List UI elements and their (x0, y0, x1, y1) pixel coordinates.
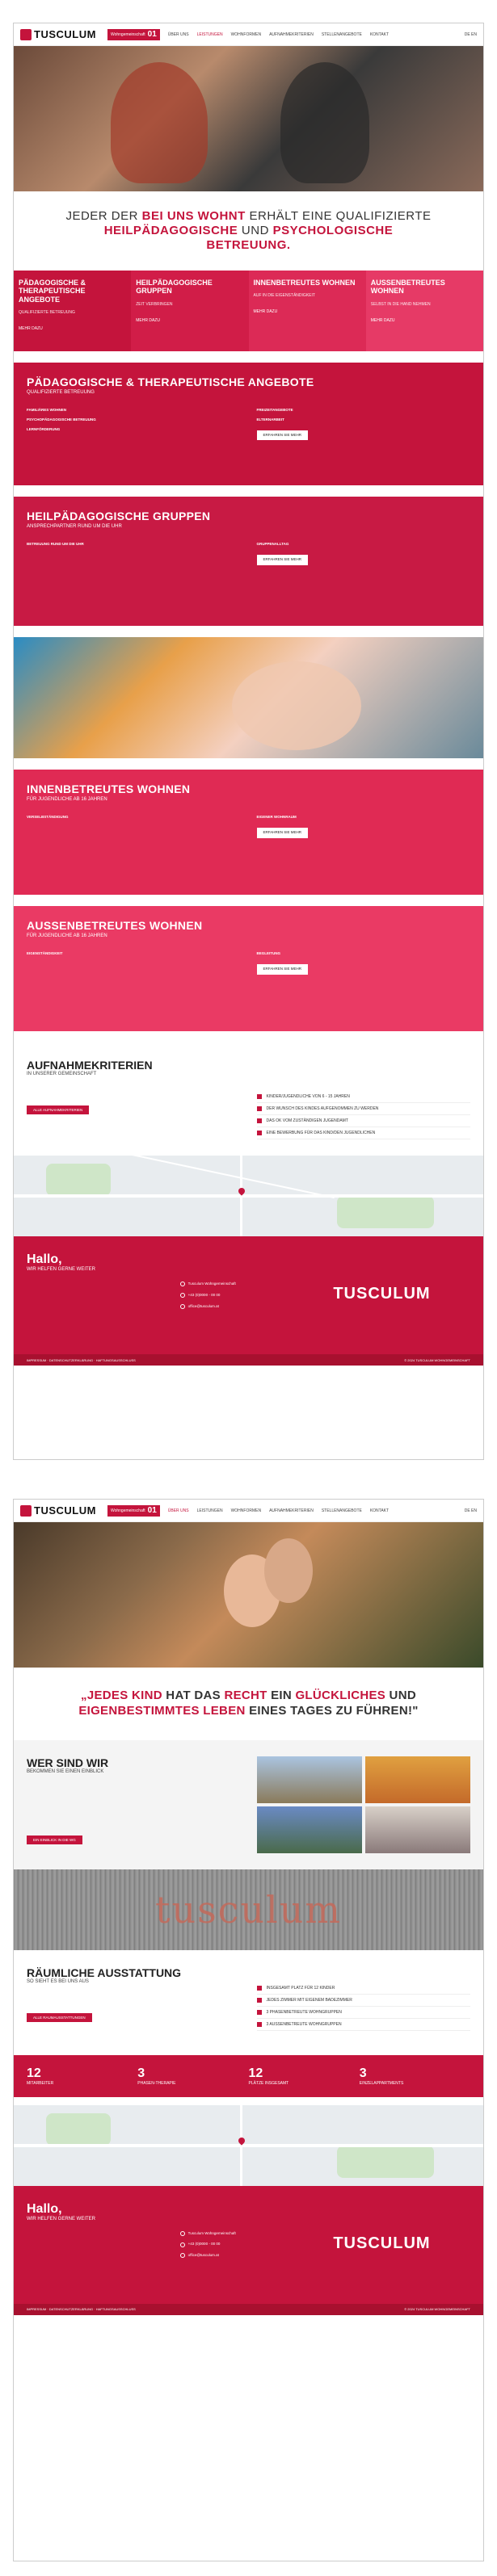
location-map[interactable] (14, 1156, 483, 1236)
nav-link-about[interactable]: ÜBER UNS (167, 31, 189, 37)
phone-link[interactable]: +43 (0)0000 - 00 00 (187, 2242, 221, 2247)
location-icon (180, 1282, 185, 1286)
nav-link-criteria[interactable]: AUFNAHMEKRITERIEN (269, 31, 314, 37)
bullet-icon (257, 1094, 262, 1099)
copyright: © 2024 TUSCULUM WOHNGEMEINSCHAFT (404, 1357, 470, 1362)
stats-bar (14, 2055, 483, 2097)
hero-person (111, 62, 208, 183)
learn-more-button[interactable]: ERFAHREN SIE MEHR (257, 555, 309, 565)
learn-more-button[interactable]: ERFAHREN SIE MEHR (257, 828, 309, 838)
wood-sign: tusculum (14, 1869, 483, 1950)
list-item: DAS OK VOM ZUSTÄNDIGEN JUGENDAMT (257, 1115, 471, 1127)
learn-more-button[interactable]: ERFAHREN SIE MEHR (257, 964, 309, 975)
tile-therapy[interactable]: PÄDAGOGISCHE & THERAPEUTISCHE ANGEBOTE QUALIFIZIERTE BETREUUNG MEHR DAZU (14, 271, 131, 351)
phone-link[interactable]: +43 (0)0000 - 00 00 (187, 1292, 221, 1297)
email-link[interactable]: office@tusculum.at (187, 1303, 219, 1308)
email-icon (180, 2253, 185, 2258)
legal-links[interactable]: IMPRESSUM · DATENSCHUTZERKLÄRUNG · HAFTUNGSAUSSCHLUSS (27, 2307, 136, 2311)
footer-logo: TUSCULUM (333, 1285, 431, 1303)
bullet-icon (257, 2022, 262, 2027)
bullet-icon (257, 1118, 262, 1123)
learn-more-button[interactable]: ERFAHREN SIE MEHR (257, 430, 309, 441)
nav-links (168, 32, 389, 37)
list-item: JEDES ZIMMER MIT EIGENEM BADEZIMMER (257, 1995, 471, 2007)
admission-criteria: AUFNAHMEKRITERIEN IN UNSERER GEMEINSCHAFT ALLE AUFNAHMEKRITERIEN KINDER/JUGENDLICHE VON 6 - 15 JAHREN DER WUNSCH DES KINDES AUFGENOMMEN ZU WERDEN DAS OK VOM ZUSTÄNDIGEN JUGENDAMT EINE BEWERBUNG FÜR DAS KIND/DEN JUGENDLICHEN (14, 1043, 483, 1156)
service-tiles (14, 271, 483, 351)
bullet-icon (257, 2010, 262, 2015)
nav-link-living[interactable]: WOHNFORMEN (230, 31, 262, 37)
language-switch[interactable]: DE EN (464, 1508, 477, 1513)
list-item: EINE BEWERBUNG FÜR DAS KIND/DEN JUGENDLICHEN (257, 1127, 471, 1139)
more-link[interactable]: MEHR DAZU (19, 326, 43, 332)
logo[interactable] (20, 28, 96, 40)
list-item: 3 AUSSENBETREUTE WOHNGRUPPEN (257, 2019, 471, 2031)
logo-icon (20, 1505, 32, 1517)
top-nav (14, 1500, 483, 1522)
section-inner-living: INNENBETREUTES WOHNEN FÜR JUGENDLICHE AB 16 JAHREN VERSELBSTÄNDIGUNG EIGENER WOHNRAUM ERFAHREN SIE MEHR (14, 770, 483, 895)
badge-label: Wohngemeinschaft (110, 1508, 145, 1513)
room-photo (365, 1756, 470, 1803)
list-item: DER WUNSCH DES KINDES AUFGENOMMEN ZU WERDEN (257, 1103, 471, 1115)
email-icon (180, 1304, 185, 1309)
nav-link-services[interactable]: LEISTUNGEN (196, 31, 223, 37)
nav-link-about[interactable]: ÜBER UNS (167, 1508, 189, 1513)
who-we-are: WER SIND WIR BEKOMMEN SIE EINEN EINBLICK EIN EINBLICK IN DIE WG (14, 1740, 483, 1869)
stat-item: 3 PHASEN-THERAPIE (137, 2066, 176, 2086)
nav-link-living[interactable]: WOHNFORMEN (230, 1508, 262, 1513)
quote-heading: „JEDES KIND HAT DAS RECHT EIN GLÜCKLICHES UND EIGENBESTIMMTES LEBEN EINES TAGES ZU FÜHREN!" (78, 1689, 419, 1718)
nav-links (168, 1508, 389, 1513)
email-link[interactable]: office@tusculum.at (187, 2253, 219, 2257)
footer: Hallo, WIR HELFEN GERNE WEITER Tusculum Wohngemeinschaft +43 (0)0000 - 00 00 office@tusculum.at TUSCULUM IMPRESSUM · DATENSCHUTZERKLÄRUNG · HAFTUNGSAUSSCHLUSS © 2024 TUSCULUM WOHNGEMEINSCHAFT (14, 1236, 483, 1366)
house-photo (257, 1756, 362, 1803)
tile-groups[interactable]: HEILPÄDAGOGISCHE GRUPPEN ZEIT VERBRINGEN MEHR DAZU (131, 271, 248, 351)
nav-link-criteria[interactable]: AUFNAHMEKRITERIEN (269, 1508, 314, 1513)
location-map[interactable] (14, 2105, 483, 2186)
footer-logo: TUSCULUM (333, 2234, 431, 2252)
nav-link-services[interactable]: LEISTUNGEN (196, 1508, 223, 1513)
stat-item: 3 EINZELAPPARTMENTS (359, 2066, 404, 2086)
legal-links[interactable]: IMPRESSUM · DATENSCHUTZERKLÄRUNG · HAFTUNGSAUSSCHLUSS (27, 1357, 136, 1362)
group-photo (257, 1806, 362, 1853)
nav-link-jobs[interactable]: STELLENANGEBOTE (321, 31, 362, 37)
nav-link-contact[interactable]: KONTAKT (369, 31, 390, 37)
footer: Hallo, WIR HELFEN GERNE WEITER Tusculum Wohngemeinschaft +43 (0)0000 - 00 00 office@tusculum.at TUSCULUM IMPRESSUM · DATENSCHUTZERKLÄRUNG · HAFTUNGSAUSSCHLUSS © 2024 TUSCULUM WOHNGEMEINSCHAFT (14, 2186, 483, 2315)
hero-image (14, 46, 483, 191)
staff-photo (365, 1806, 470, 1853)
top-nav (14, 23, 483, 46)
list-item: 3 PHASENBETREUTE WOHNGRUPPEN (257, 2007, 471, 2019)
intro-heading: JEDER DER BEI UNS WOHNT ERHÄLT EINE QUALIFIZIERTE HEILPÄDAGOGISCHE UND PSYCHOLOGISCHE BETREUUNG. (65, 209, 432, 252)
nav-badge[interactable] (107, 29, 160, 40)
bullet-icon (257, 1986, 262, 1991)
nav-link-contact[interactable]: KONTAKT (369, 1508, 390, 1513)
page-two (13, 1499, 484, 2561)
nav-badge[interactable] (107, 1505, 160, 1517)
phone-icon (180, 2242, 185, 2247)
list-item: KINDER/JUGENDLICHE VON 6 - 15 JAHREN (257, 1091, 471, 1103)
badge-number: 01 (147, 30, 157, 39)
language-switch[interactable]: DE EN (464, 31, 477, 37)
badge-label: Wohngemeinschaft (110, 31, 145, 37)
criteria-button[interactable]: ALLE AUFNAHMEKRITERIEN (27, 1105, 89, 1114)
tile-outer-living[interactable]: AUSSENBETREUTES WOHNEN SELBST IN DIE HAND NEHMEN MEHR DAZU (366, 271, 483, 351)
more-link[interactable]: MEHR DAZU (253, 309, 278, 315)
location-icon (180, 2231, 185, 2236)
section-outer-living: AUSSENBETREUTES WOHNEN FÜR JUGENDLICHE AB 16 JAHREN EIGENSTÄNDIGKEIT BEGLEITUNG ERFAHREN SIE MEHR (14, 906, 483, 1031)
section-therapy: PÄDAGOGISCHE & THERAPEUTISCHE ANGEBOTE QUALIFIZIERTE BETREUUNG FAMILIÄRES WOHNEN PSYCHOPÄDAGOGISCHE BETREUUNG LERNFÖRDERUNG FREIZEITANGEBOTE ELTERNARBEIT ERFAHREN SIE MEHR (14, 363, 483, 485)
bullet-icon (257, 1131, 262, 1135)
page-one (13, 23, 484, 1460)
logo-text: TUSCULUM (34, 1504, 96, 1517)
room-equipment: RÄUMLICHE AUSSTATTUNG SO SIEHT ES BEI UNS AUS ALLE RAUMAUSSTATTUNGEN INSGESAMT PLATZ FÜR 12 KINDER JEDES ZIMMER MIT EIGENEM BADEZIMMER 3 PHASENBETREUTE WOHNGRUPPEN 3 AUSSENBETREUTE WOHNGRUPPEN (14, 1950, 483, 2047)
children-photo (14, 637, 483, 758)
logo-text: TUSCULUM (34, 28, 96, 40)
stat-item: 12 PLÄTZE INSGESAMT (248, 2066, 289, 2086)
hero-person (280, 62, 369, 183)
section-groups: HEILPÄDAGOGISCHE GRUPPEN ANSPRECHPARTNER RUND UM DIE UHR BETREUUNG RUND UM DIE UHR GRUPPENALLTAG ERFAHREN SIE MEHR (14, 497, 483, 626)
more-link[interactable]: MEHR DAZU (370, 317, 395, 323)
hero-image-children (14, 1522, 483, 1668)
stat-item: 12 MITARBEITER (27, 2066, 54, 2086)
logo[interactable] (20, 1504, 96, 1517)
bullet-icon (257, 1998, 262, 2003)
tile-inner-living[interactable]: INNENBETREUTES WOHNEN AUF IN DIE EIGENSTÄNDIGKEIT MEHR DAZU (249, 271, 366, 351)
logo-icon (20, 29, 32, 40)
insight-button[interactable]: EIN EINBLICK IN DIE WG (27, 1836, 82, 1844)
badge-number: 01 (147, 1506, 157, 1515)
list-item: INSGESAMT PLATZ FÜR 12 KINDER (257, 1982, 471, 1995)
criteria-title: AUFNAHMEKRITERIEN (27, 1059, 153, 1072)
copyright: © 2024 TUSCULUM WOHNGEMEINSCHAFT (404, 2307, 470, 2311)
rooms-button[interactable]: ALLE RAUMAUSSTATTUNGEN (27, 2013, 92, 2022)
more-link[interactable]: MEHR DAZU (136, 317, 160, 323)
bullet-icon (257, 1106, 262, 1111)
phone-icon (180, 1293, 185, 1298)
nav-link-jobs[interactable]: STELLENANGEBOTE (321, 1508, 362, 1513)
